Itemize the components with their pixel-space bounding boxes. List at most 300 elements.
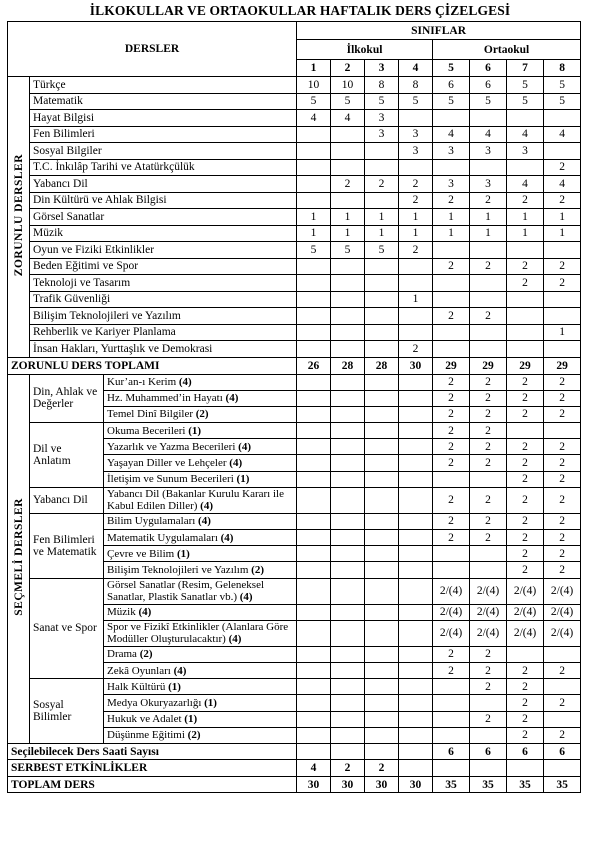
hours-cell: 2 [544, 374, 581, 390]
course-name: İnsan Hakları, Yurttaşlık ve Demokrasi [30, 341, 297, 358]
hours-cell: 4 [297, 110, 331, 127]
grade-header: 8 [544, 60, 581, 77]
hours-cell [507, 110, 544, 127]
table-row [8, 513, 581, 529]
hours-cell: 2/(4) [507, 620, 544, 646]
hours-cell [365, 562, 399, 578]
hours-cell [544, 242, 581, 259]
hours-cell [399, 455, 433, 471]
hours-cell [365, 455, 399, 471]
hours-cell [544, 679, 581, 695]
hours-cell [470, 546, 507, 562]
elective-course-name [104, 439, 297, 455]
hours-cell [544, 711, 581, 727]
hours-cell [399, 406, 433, 422]
hours-cell: 2/(4) [507, 604, 544, 620]
zorunlu-group-label [8, 77, 30, 358]
hours-cell: 2 [470, 374, 507, 390]
hours-cell [365, 308, 399, 325]
hours-cell: 1 [399, 225, 433, 242]
hours-cell [365, 258, 399, 275]
hours-cell [365, 711, 399, 727]
table-row [8, 126, 581, 143]
table-row [8, 176, 581, 193]
hours-cell: 1 [331, 225, 365, 242]
hours-cell [331, 662, 365, 678]
hours-cell: 2 [544, 530, 581, 546]
elective-hours-limit: (1) [168, 680, 181, 693]
hours-cell [399, 578, 433, 604]
hours-cell: 2 [544, 487, 581, 513]
summary-cell [544, 760, 581, 777]
course-name: Türkçe [30, 77, 297, 94]
summary-cell: 35 [544, 776, 581, 793]
hours-cell [297, 374, 331, 390]
elective-course-name [104, 662, 297, 678]
hours-cell [433, 275, 470, 292]
hours-cell [470, 110, 507, 127]
hours-cell [331, 406, 365, 422]
hours-cell [365, 620, 399, 646]
table-row [8, 743, 581, 760]
elective-hours-limit: (4) [200, 500, 213, 513]
hours-cell [399, 390, 433, 406]
hours-cell [297, 727, 331, 743]
elective-course-name [104, 390, 297, 406]
hours-cell: 2 [544, 192, 581, 209]
hours-cell [297, 679, 331, 695]
hours-cell: 1 [297, 225, 331, 242]
hours-cell: 1 [399, 291, 433, 308]
hours-cell: 1 [365, 209, 399, 226]
hours-cell: 2 [433, 646, 470, 662]
hours-cell [297, 513, 331, 529]
hours-cell [470, 727, 507, 743]
hours-cell: 2 [544, 406, 581, 422]
hours-cell [331, 258, 365, 275]
hours-cell [399, 258, 433, 275]
elective-course-name [104, 513, 297, 529]
elective-hours-limit: (1) [236, 473, 250, 486]
ortaokul-header: Ortaokul [433, 40, 581, 60]
hours-cell: 2/(4) [507, 578, 544, 604]
hours-cell [470, 695, 507, 711]
hours-cell [365, 159, 399, 176]
elective-course-name [104, 406, 297, 422]
elective-hours-limit: (4) [138, 606, 152, 619]
hours-cell: 2 [470, 679, 507, 695]
summary-cell: 30 [365, 776, 399, 793]
hours-cell: 2 [507, 406, 544, 422]
table-row [8, 22, 581, 40]
hours-cell [331, 324, 365, 341]
table-row [8, 324, 581, 341]
hours-cell: 2 [433, 662, 470, 678]
hours-cell [544, 308, 581, 325]
hours-cell [365, 487, 399, 513]
hours-cell [470, 275, 507, 292]
hours-cell [297, 192, 331, 209]
course-name: Teknoloji ve Tasarım [30, 275, 297, 292]
hours-cell [399, 423, 433, 439]
hours-cell [297, 620, 331, 646]
elective-course-name [104, 646, 297, 662]
hours-cell [297, 258, 331, 275]
hours-cell: 2/(4) [470, 620, 507, 646]
hours-cell: 1 [544, 324, 581, 341]
course-name: Trafik Güvenliği [30, 291, 297, 308]
hours-cell [470, 471, 507, 487]
summary-cell: 6 [507, 743, 544, 760]
table-row [8, 357, 581, 374]
hours-cell [365, 390, 399, 406]
table-row [8, 760, 581, 777]
table-row [8, 275, 581, 292]
hours-cell: 2 [470, 513, 507, 529]
hours-cell: 2 [470, 646, 507, 662]
elective-name-text: Spor ve Fizikî Etkinlikler (Alanlara Göre Modüller Oluşturulacaktır) [107, 621, 289, 646]
hours-cell [331, 711, 365, 727]
elective-course-name [104, 578, 297, 604]
hours-cell [297, 308, 331, 325]
hours-cell: 2 [399, 341, 433, 358]
elective-course-name [104, 530, 297, 546]
summary-cell [297, 743, 331, 760]
hours-cell [365, 695, 399, 711]
hours-cell: 2 [331, 176, 365, 193]
hours-cell [399, 308, 433, 325]
hours-cell [331, 423, 365, 439]
table-row [8, 374, 581, 390]
hours-cell: 5 [297, 242, 331, 259]
hours-cell: 3 [433, 176, 470, 193]
hours-cell: 2 [507, 258, 544, 275]
elective-course-name [104, 562, 297, 578]
elective-course-name [104, 695, 297, 711]
hours-cell [365, 679, 399, 695]
hours-cell: 3 [470, 176, 507, 193]
hours-cell [365, 291, 399, 308]
elective-hours-limit: (1) [188, 424, 202, 437]
hours-cell: 2 [470, 423, 507, 439]
elective-name-text: Drama [107, 648, 137, 661]
hours-cell: 2 [507, 455, 544, 471]
hours-cell [365, 192, 399, 209]
hours-cell [331, 439, 365, 455]
elective-hours-limit: (4) [229, 457, 243, 470]
elective-name-text: Zekâ Oyunları [107, 664, 171, 677]
elective-hours-limit: (4) [220, 531, 234, 544]
hours-cell: 2 [507, 275, 544, 292]
hours-cell [399, 646, 433, 662]
elective-name-text: Bilim Uygulamaları [107, 515, 196, 528]
hours-cell: 3 [365, 126, 399, 143]
elective-hours-limit: (4) [198, 515, 211, 528]
elective-hours-limit: (4) [238, 440, 251, 453]
course-name: T.C. İnkılâp Tarihi ve Atatürkçülük [30, 159, 297, 176]
category-label: Yabancı Dil [30, 487, 104, 513]
hours-cell: 2 [470, 192, 507, 209]
grade-header: 1 [297, 60, 331, 77]
total-cell: 28 [365, 357, 399, 374]
hours-cell [470, 291, 507, 308]
hours-cell [399, 562, 433, 578]
table-row [8, 77, 581, 94]
hours-cell [433, 711, 470, 727]
table-row [8, 93, 581, 110]
hours-cell: 5 [433, 93, 470, 110]
hours-cell: 2 [470, 711, 507, 727]
hours-cell: 2 [544, 727, 581, 743]
hours-cell: 4 [507, 176, 544, 193]
hours-cell [365, 471, 399, 487]
hours-cell [365, 604, 399, 620]
hours-cell: 4 [507, 126, 544, 143]
hours-cell: 5 [331, 242, 365, 259]
course-name: Yabancı Dil [30, 176, 297, 193]
summary-cell [470, 760, 507, 777]
hours-cell: 5 [365, 93, 399, 110]
elective-name-text: Yaşayan Diller ve Lehçeler [107, 457, 227, 470]
hours-cell [365, 423, 399, 439]
hours-cell [365, 275, 399, 292]
hours-cell: 2 [544, 455, 581, 471]
hours-cell [399, 110, 433, 127]
hours-cell [399, 471, 433, 487]
hours-cell [399, 439, 433, 455]
elective-name-text: Okuma Becerileri [107, 424, 186, 437]
hours-cell [399, 513, 433, 529]
secmeli-label-text: SEÇMELİ DERSLER [12, 498, 25, 617]
hours-cell [365, 439, 399, 455]
elective-course-name [104, 679, 297, 695]
hours-cell [331, 530, 365, 546]
table-row [8, 258, 581, 275]
hours-cell [399, 727, 433, 743]
hours-cell [331, 679, 365, 695]
hours-cell: 1 [470, 209, 507, 226]
elective-hours-limit: (2) [195, 408, 209, 421]
summary-cell: 6 [470, 743, 507, 760]
hours-cell: 2 [507, 390, 544, 406]
hours-cell: 5 [507, 77, 544, 94]
hours-cell: 2 [544, 258, 581, 275]
table-row [8, 578, 581, 604]
hours-cell [297, 423, 331, 439]
total-cell: 30 [399, 357, 433, 374]
hours-cell [365, 646, 399, 662]
hours-cell [331, 646, 365, 662]
elective-hours-limit: (2) [187, 729, 201, 742]
total-cell: 28 [331, 357, 365, 374]
hours-cell [331, 159, 365, 176]
hours-cell: 4 [470, 126, 507, 143]
hours-cell: 1 [297, 209, 331, 226]
summary-cell: 30 [297, 776, 331, 793]
hours-cell: 2 [433, 513, 470, 529]
course-name: Görsel Sanatlar [30, 209, 297, 226]
elective-name-text: Matematik Uygulamaları [107, 531, 218, 544]
hours-cell: 3 [399, 143, 433, 160]
hours-cell: 2 [399, 242, 433, 259]
hours-cell [331, 390, 365, 406]
elective-hours-limit: (2) [139, 648, 153, 661]
table-row [8, 143, 581, 160]
summary-label: Seçilebilecek Ders Saati Sayısı [8, 743, 297, 760]
elective-course-name [104, 727, 297, 743]
hours-cell [331, 562, 365, 578]
hours-cell [507, 646, 544, 662]
hours-cell [331, 513, 365, 529]
elective-name-text: Düşünme Eğitimi [107, 729, 185, 742]
hours-cell [399, 604, 433, 620]
hours-cell: 5 [507, 93, 544, 110]
total-cell: 29 [433, 357, 470, 374]
hours-cell [399, 324, 433, 341]
hours-cell [365, 727, 399, 743]
hours-cell [297, 176, 331, 193]
hours-cell: 2/(4) [433, 620, 470, 646]
elective-name-text: Bilişim Teknolojileri ve Yazılım [107, 563, 249, 576]
summary-cell: 2 [331, 760, 365, 777]
summary-label: SERBEST ETKİNLİKLER [8, 760, 297, 777]
hours-cell: 2/(4) [433, 578, 470, 604]
hours-cell [297, 406, 331, 422]
grade-header: 3 [365, 60, 399, 77]
hours-cell: 2 [544, 662, 581, 678]
hours-cell [433, 291, 470, 308]
hours-cell: 2 [433, 439, 470, 455]
hours-cell [365, 324, 399, 341]
hours-cell [433, 695, 470, 711]
course-name: Rehberlik ve Kariyer Planlama [30, 324, 297, 341]
hours-cell [507, 324, 544, 341]
hours-cell [331, 546, 365, 562]
hours-cell: 2 [433, 423, 470, 439]
hours-cell [507, 159, 544, 176]
hours-cell [297, 546, 331, 562]
course-name: Din Kültürü ve Ahlak Bilgisi [30, 192, 297, 209]
summary-cell: 6 [433, 743, 470, 760]
hours-cell: 2 [433, 258, 470, 275]
table-row [8, 291, 581, 308]
hours-cell [365, 662, 399, 678]
hours-cell [507, 341, 544, 358]
elective-name-text: Medya Okuryazarlığı [107, 696, 202, 709]
grade-header: 2 [331, 60, 365, 77]
hours-cell [399, 695, 433, 711]
total-cell: 29 [544, 357, 581, 374]
hours-cell: 3 [399, 126, 433, 143]
hours-cell [297, 646, 331, 662]
hours-cell: 2/(4) [544, 604, 581, 620]
hours-cell [365, 578, 399, 604]
hours-cell: 2 [365, 176, 399, 193]
hours-cell: 2 [507, 727, 544, 743]
elective-name-text: İletişim ve Sunum Becerileri [107, 473, 234, 486]
hours-cell [331, 487, 365, 513]
hours-cell [399, 159, 433, 176]
table-row [8, 110, 581, 127]
table-row [8, 776, 581, 793]
hours-cell: 4 [433, 126, 470, 143]
elective-name-text: Müzik [107, 606, 136, 619]
table-row [8, 341, 581, 358]
hours-cell [433, 546, 470, 562]
hours-cell: 5 [544, 93, 581, 110]
elective-name-text: Çevre ve Bilim [107, 547, 175, 560]
hours-cell: 2 [470, 487, 507, 513]
hours-cell: 4 [544, 176, 581, 193]
hours-cell: 2 [544, 471, 581, 487]
hours-cell [507, 242, 544, 259]
category-label: Sanat ve Spor [30, 578, 104, 679]
hours-cell: 3 [365, 110, 399, 127]
hours-cell: 1 [470, 225, 507, 242]
elective-name-text: Hukuk ve Adalet [107, 713, 182, 726]
summary-cell: 4 [297, 760, 331, 777]
page-title: İLKOKULLAR VE ORTAOKULLAR HAFTALIK DERS ÇİZELGESİ [89, 3, 511, 18]
table-row [8, 679, 581, 695]
total-cell: 29 [507, 357, 544, 374]
table-row [8, 423, 581, 439]
total-cell: 29 [470, 357, 507, 374]
hours-cell: 1 [544, 209, 581, 226]
elective-hours-limit: (4) [173, 664, 187, 677]
hours-cell [331, 143, 365, 160]
hours-cell [365, 546, 399, 562]
hours-cell [544, 143, 581, 160]
elective-name-text: Halk Kültürü [107, 680, 166, 693]
hours-cell [433, 727, 470, 743]
table-row [8, 487, 581, 513]
hours-cell [433, 110, 470, 127]
elective-course-name [104, 471, 297, 487]
hours-cell [331, 192, 365, 209]
hours-cell: 2/(4) [544, 578, 581, 604]
hours-cell [331, 578, 365, 604]
hours-cell: 2 [433, 390, 470, 406]
category-label: Din, Ahlak ve Değerler [30, 374, 104, 423]
hours-cell: 2 [544, 562, 581, 578]
hours-cell: 2/(4) [544, 620, 581, 646]
hours-cell [399, 711, 433, 727]
hours-cell: 2 [470, 308, 507, 325]
table-row [8, 192, 581, 209]
hours-cell: 3 [433, 143, 470, 160]
grade-header: 7 [507, 60, 544, 77]
hours-cell: 2 [507, 562, 544, 578]
table-row [8, 159, 581, 176]
elective-course-name [104, 546, 297, 562]
hours-cell: 2 [470, 258, 507, 275]
summary-cell: 2 [365, 760, 399, 777]
hours-cell: 2/(4) [470, 604, 507, 620]
dersler-header: DERSLER [8, 22, 297, 77]
hours-cell [399, 487, 433, 513]
summary-cell: 6 [544, 743, 581, 760]
elective-course-name [104, 711, 297, 727]
category-label: Fen Bilimleri ve Matematik [30, 513, 104, 578]
hours-cell: 2/(4) [433, 604, 470, 620]
hours-cell: 2 [507, 471, 544, 487]
elective-hours-limit: (1) [184, 713, 198, 726]
hours-cell: 5 [470, 93, 507, 110]
hours-cell [297, 390, 331, 406]
hours-cell [399, 620, 433, 646]
hours-cell [365, 341, 399, 358]
summary-cell: 35 [507, 776, 544, 793]
